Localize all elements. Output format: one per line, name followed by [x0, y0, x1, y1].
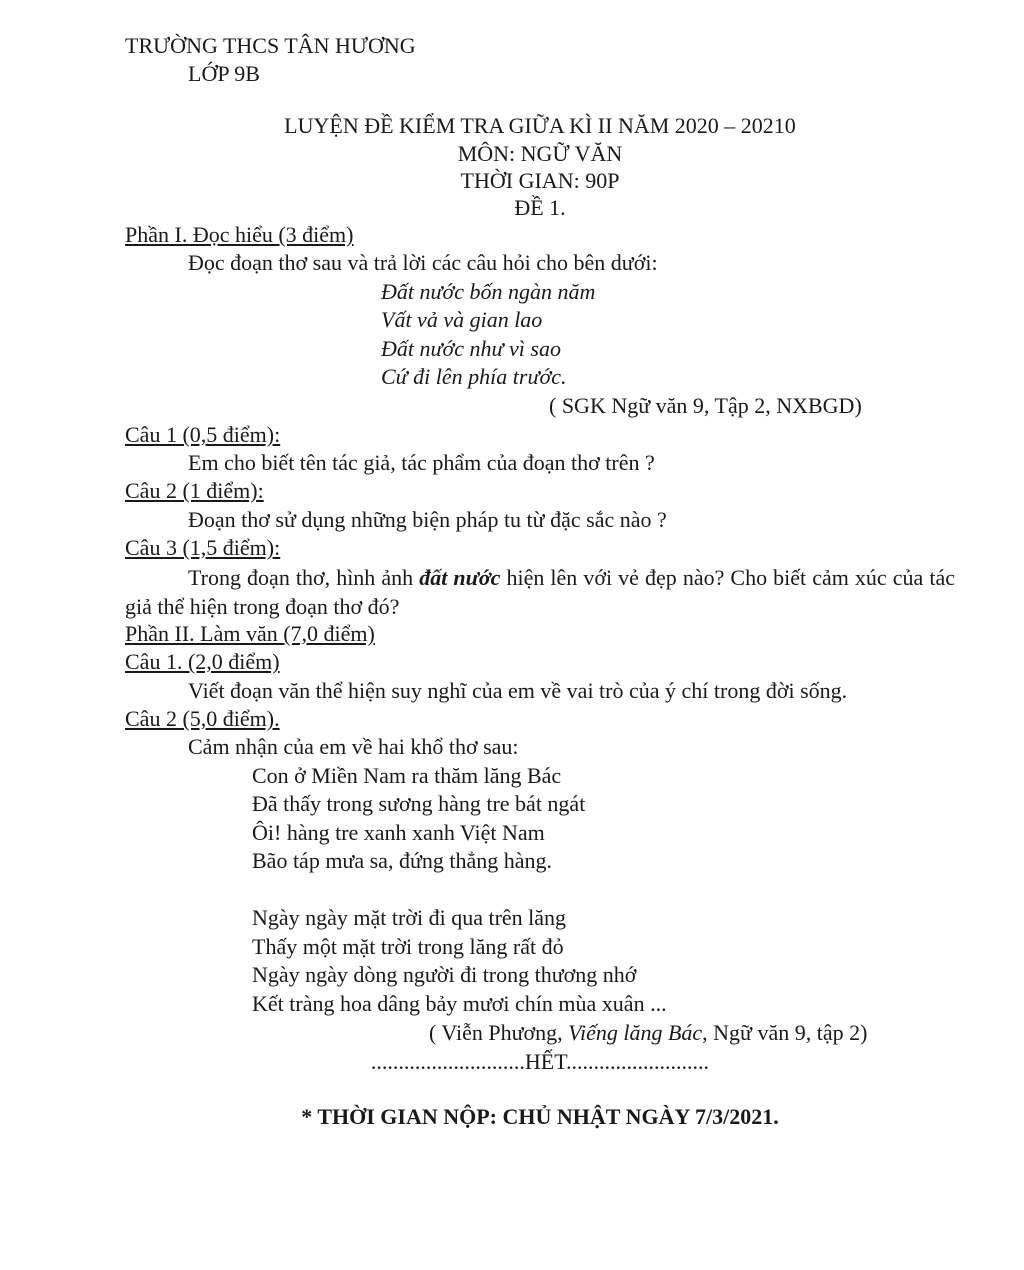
q3-text-before: Trong đoạn thơ, hình ảnh: [188, 565, 420, 590]
poem-line: Cứ đi lên phía trước.: [381, 364, 567, 389]
end-mark: ............................HẾT..........................: [370, 1049, 710, 1074]
stanza1-line: Bão táp mưa sa, đứng thẳng hàng.: [252, 848, 553, 873]
stanza2-line: Kết tràng hoa dâng bảy mươi chín mùa xuân ...: [252, 991, 667, 1016]
poem-line: Đất nước như vì sao: [381, 336, 561, 361]
q3-text-after: hiện lên với vẻ đẹp nào? Cho biết cảm xúc của tác giả thể hiện trong đoạn thơ đó?: [125, 565, 955, 619]
part2-q1-text: Viết đoạn văn thể hiện suy nghĩ của em về vai trò của ý chí trong đời sống.: [188, 678, 848, 703]
poem-line: Vất vả và gian lao: [381, 307, 543, 332]
submission-deadline: * THỜI GIAN NỘP: CHỦ NHẬT NGÀY 7/3/2021.: [301, 1104, 779, 1129]
poem-line: Đất nước bốn ngàn năm: [381, 279, 596, 304]
exam-duration: THỜI GIAN: 90P: [460, 168, 620, 193]
stanza2-line: Thấy một mặt trời trong lăng rất đỏ: [252, 934, 564, 959]
part1-instruction: Đọc đoạn thơ sau và trả lời các câu hỏi cho bên dưới:: [188, 250, 658, 275]
source-suffix: , Ngữ văn 9, tập 2): [702, 1020, 868, 1045]
stanza1-line: Đã thấy trong sương hàng tre bát ngát: [252, 791, 586, 816]
stanza1-line: Con ở Miền Nam ra thăm lăng Bác: [252, 763, 562, 788]
part1-q3-text: [125, 563, 955, 621]
exam-title: LUYỆN ĐỀ KIỂM TRA GIỮA KÌ II NĂM 2020 – 20210: [284, 113, 796, 138]
class-name: LỚP 9B: [188, 61, 260, 86]
part1-q1-text: Em cho biết tên tác giả, tác phẩm của đoạn thơ trên ?: [188, 450, 655, 475]
stanza-source: [429, 1019, 867, 1047]
part1-heading: Phần I. Đọc hiểu (3 điểm): [125, 222, 354, 247]
q3-emphasis: đất nước: [419, 565, 501, 590]
source-prefix: ( Viễn Phương,: [429, 1020, 569, 1045]
exam-number: ĐỀ 1.: [514, 195, 566, 220]
part2-heading: Phần II. Làm văn (7,0 điểm): [125, 621, 375, 646]
part2-q2-text: Cảm nhận của em về hai khổ thơ sau:: [188, 734, 519, 759]
stanza2-line: Ngày ngày mặt trời đi qua trên lăng: [252, 905, 567, 930]
stanza1-line: Ôi! hàng tre xanh xanh Việt Nam: [252, 820, 545, 845]
part1-q2-heading: Câu 2 (1 điểm):: [125, 478, 264, 503]
part1-q2-text: Đoạn thơ sử dụng những biện pháp tu từ đặc sắc nào ?: [188, 507, 667, 532]
exam-subject: MÔN: NGỮ VĂN: [457, 141, 623, 166]
school-name: TRƯỜNG THCS TÂN HƯƠNG: [125, 33, 416, 58]
part1-q1-heading: Câu 1 (0,5 điểm):: [125, 422, 281, 447]
poem-source: ( SGK Ngữ văn 9, Tập 2, NXBGD): [549, 393, 862, 418]
stanza2-line: Ngày ngày dòng người đi trong thương nhớ: [252, 962, 637, 987]
part1-q3-heading: Câu 3 (1,5 điểm):: [125, 535, 281, 560]
part2-q2-heading: Câu 2 (5,0 điểm).: [125, 706, 280, 731]
part2-q1-heading: Câu 1. (2,0 điểm): [125, 649, 280, 674]
source-title: Viếng lăng Bác: [568, 1020, 703, 1045]
